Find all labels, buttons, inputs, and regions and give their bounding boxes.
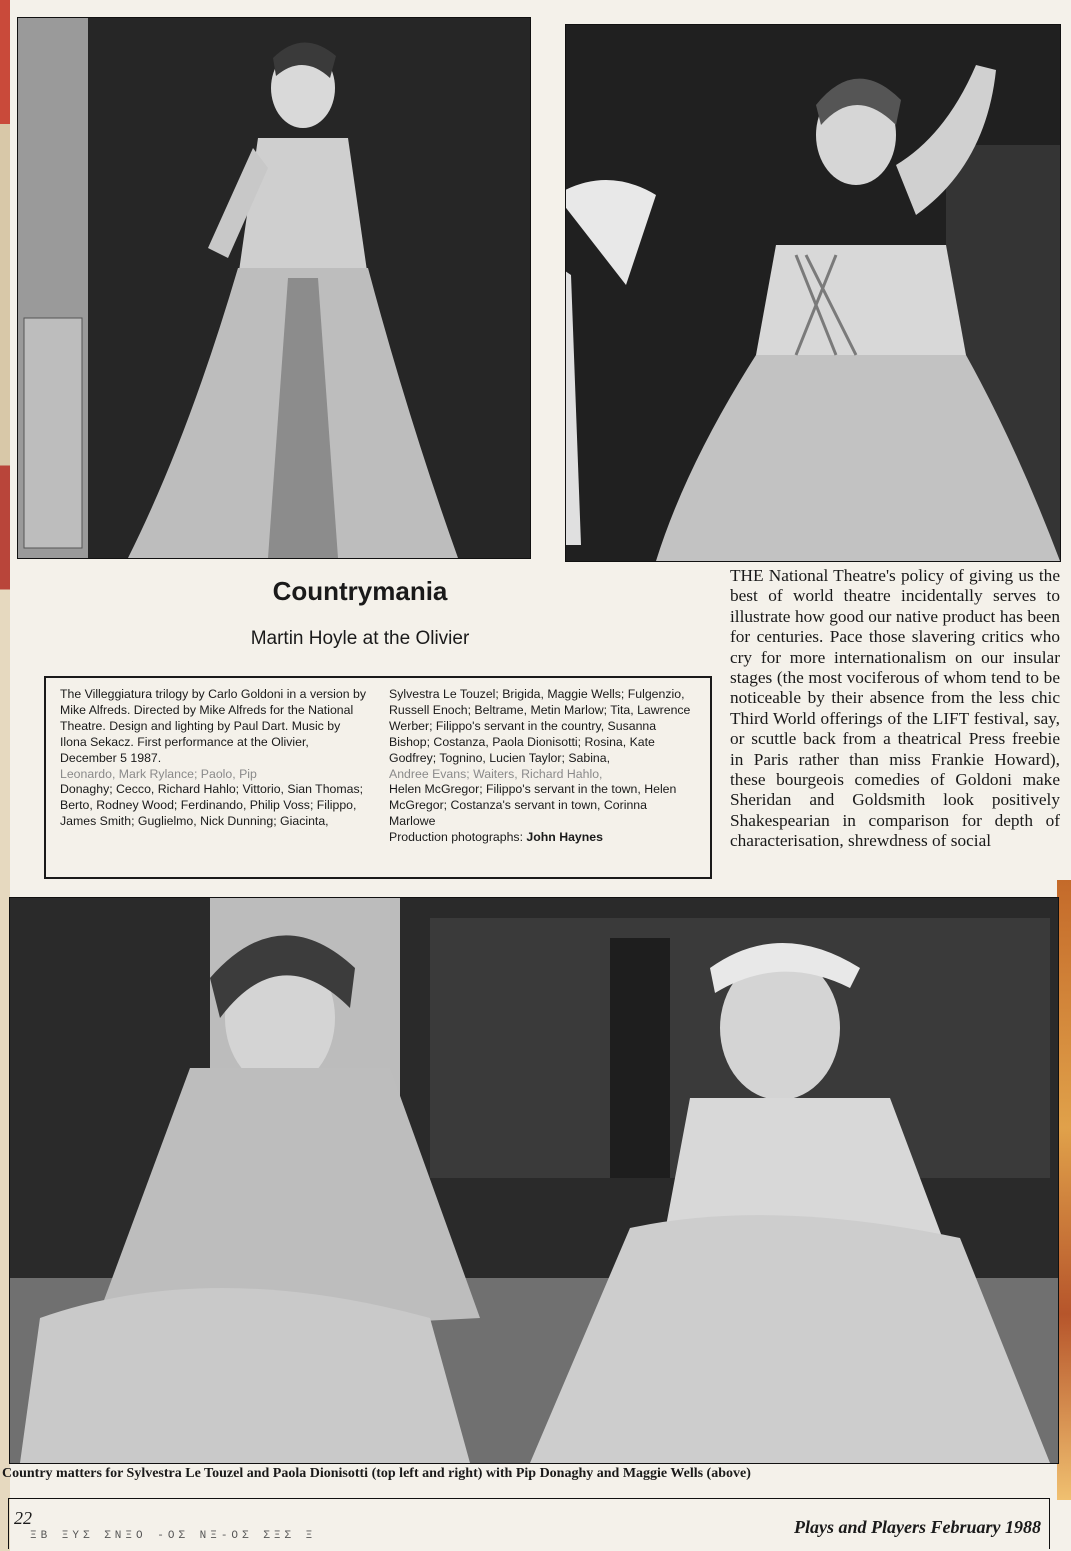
credits-column-left xyxy=(60,687,367,868)
article-title: Countrymania xyxy=(272,576,448,606)
credits-faint-line: Leonardo, Mark Rylance; Paolo, Pip xyxy=(60,766,257,781)
article-body-text: THE National Theatre's policy of giving us the best of world theatre incidentally serves to illustrate how good our native product has been for centuries. Pace those slavering critics who cry for more internationalism on our insular stages (the most vociferous of whom tend to be noticeable by their absence from the less chic Third World offerings of the LIFT festival, say, or scuttle back from a theatrical Press freebie in Paris rather than miss Frankie Howard), these bourgeois comedies of Goldoni make Sheridan and Goldsmith look positively Shakespearian in comparison for depth of characterisation, shrewdness of social xyxy=(730,566,1060,851)
scan-noise-text: ΞΒ ΞΥΣ ΣΝΞΟ -ΟΣ ΝΞ-ΟΣ ΣΞΣ Ξ xyxy=(30,1530,317,1542)
credits-paragraph: Sylvestra Le Touzel; Brigida, Maggie Wells; Fulgenzio, Russell Enoch; Beltrame, Metin Marlow; Tita, Lawrence Werber; Filippo's servant in the country, Susanna Bishop; Costanza, Paola Dionisotti; Rosina, Kate Godfrey; Tognino, Lucien Taylor; Sabina, xyxy=(389,687,691,765)
photo-bottom xyxy=(9,897,1059,1464)
photo-top-right xyxy=(565,24,1061,562)
photo-top-left xyxy=(17,17,531,559)
credits-column-right xyxy=(389,687,696,868)
photographer-name: John Haynes xyxy=(526,830,603,845)
article-byline: Martin Hoyle at the Olivier xyxy=(250,628,470,649)
credits-paragraph: Donaghy; Cecco, Richard Hahlo; Vittorio, Sian Thomas; Berto, Rodney Wood; Ferdinando, Philip Voss; Filippo, James Smith; Guglielmo, Nick Dunning; Giacinta, xyxy=(60,782,364,829)
photo-caption: Country matters for Sylvestra Le Touzel and Paola Dionisotti (top left and right) with Pip Donaghy and Maggie Wells (above) xyxy=(2,1466,751,1481)
article-body-column xyxy=(730,566,1060,852)
credits-paragraph: Helen McGregor; Filippo's servant in the town, Helen McGregor; Costanza's servant in town, Corinna Marlowe xyxy=(389,782,677,829)
credits-faint-line: Andree Evans; Waiters, Richard Hahlo, xyxy=(389,766,603,781)
page-edge-right xyxy=(1057,880,1071,1500)
photo-credit-label: Production photographs: xyxy=(389,830,523,845)
magazine-issue: Plays and Players February 1988 xyxy=(794,1517,1041,1537)
page-number: 22 xyxy=(14,1508,32,1528)
photo-credit xyxy=(389,830,696,846)
credits-paragraph: The Villeggiatura trilogy by Carlo Goldoni in a version by Mike Alfreds. Directed by Mike Alfreds for the National Theatre. Design and lighting by Paul Dart. Music by Ilona Sekacz. First performance at the Olivier, December 5 1987. xyxy=(60,687,366,765)
production-credits-box xyxy=(44,676,712,879)
